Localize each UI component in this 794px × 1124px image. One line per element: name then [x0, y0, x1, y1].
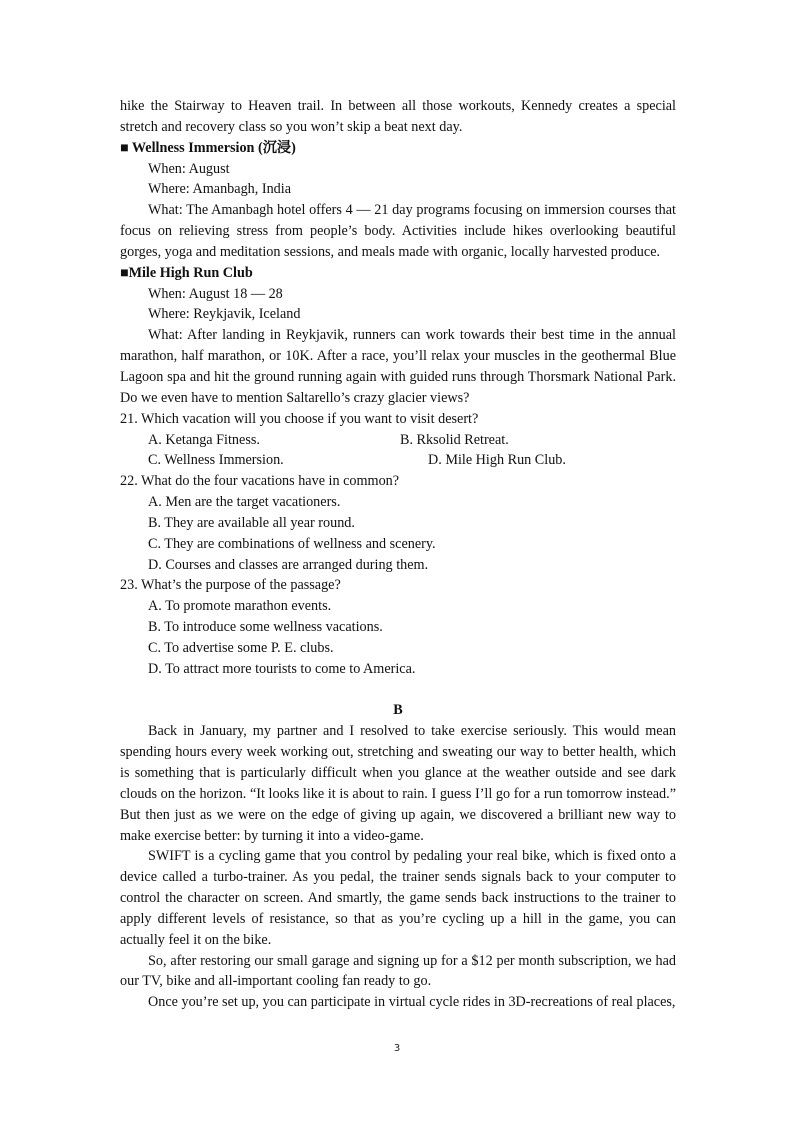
question-21-options-row-2 — [120, 450, 676, 471]
option-d: D. Mile High Run Club. — [428, 452, 566, 469]
passage-b-paragraph: Once you’re set up, you can participate in virtual cycle rides in 3D-recreations of real places, — [148, 994, 676, 1011]
question-21-options-row-1 — [120, 430, 676, 451]
option-a: A. Ketanga Fitness. — [148, 431, 260, 448]
option-b: B. Rksolid Retreat. — [400, 431, 509, 448]
section-where: Where: Amanbagh, India — [148, 181, 292, 198]
section-heading-wellness-immersion — [120, 138, 676, 159]
square-bullet-icon: ■ — [120, 264, 129, 281]
option-c: C. To advertise some P. E. clubs. — [148, 639, 334, 656]
passage-b-heading: B — [393, 702, 403, 719]
section-title: Mile High Run Club — [128, 264, 253, 281]
option-a: A. Men are the target vacationers. — [148, 494, 341, 511]
question-23-stem: 23. What’s the purpose of the passage? — [120, 577, 341, 594]
passage-b-paragraph: So, after restoring our small garage and signing up for a $12 per month subscription, we had our TV, bike and all-important cooling fan ready to go. — [120, 952, 676, 990]
question-21-stem: 21. Which vacation will you choose if you want to visit desert? — [120, 410, 479, 427]
exam-page — [120, 96, 676, 1013]
section-title: Wellness Immersion (沉浸) — [131, 139, 296, 156]
option-b: B. To introduce some wellness vacations. — [148, 619, 383, 636]
option-a: A. To promote marathon events. — [148, 598, 332, 615]
section-what: What: The Amanbagh hotel offers 4 — 21 day programs focusing on immersion courses that focus on relieving stress from people’s body. Activities include hikes overlooking beautiful gorges, yoga and meditation sessions, and meals made with organic, locally harvested produce. — [120, 202, 676, 260]
section-when: When: August — [148, 160, 230, 177]
square-bullet-icon: ■ — [120, 139, 132, 156]
section-what: What: After landing in Reykjavik, runners can work towards their best time in the annual marathon, half marathon, or 10K. After a race, you’ll relax your muscles in the geothermal Blue Lagoon spa and hit the ground running again with guided runs through Thorsmark National Park. Do we even have to mention Saltarello’s crazy glacier views? — [120, 327, 676, 406]
section-when: When: August 18 — 28 — [148, 285, 283, 302]
option-d: D. To attract more tourists to come to America. — [148, 660, 416, 677]
section-where: Where: Reykjavik, Iceland — [148, 306, 301, 323]
section-heading-mile-high-run-club — [120, 263, 676, 284]
option-d: D. Courses and classes are arranged during them. — [148, 556, 429, 573]
page-number: 3 — [393, 1043, 401, 1054]
passage-b-paragraph: Back in January, my partner and I resolved to take exercise seriously. This would mean spending hours every week working out, stretching and sweating our way to better health, which is something that is particularly difficult when you glance at the weather outside and see dark clouds on the horizon. “It looks like it is about to rain. I guess I’ll go for a run tomorrow instead.” But then just as we were on the edge of giving up again, we discovered a brilliant new way to make exercise better: by turning it into a video-game. — [120, 723, 676, 844]
intro-continued-paragraph: hike the Stairway to Heaven trail. In between all those workouts, Kennedy creates a special stretch and recovery class so you won’t skip a beat next day. — [120, 98, 676, 135]
question-22-stem: 22. What do the four vacations have in common? — [120, 473, 400, 490]
spacer — [120, 680, 676, 701]
passage-b-paragraph: SWIFT is a cycling game that you control by pedaling your real bike, which is fixed onto a device called a turbo-trainer. As you pedal, the trainer sends signals back to your computer to control the character on screen. And smartly, the game sends back instructions to the trainer to apply different levels of resistance, so that as you’re cycling up a hill in the game, you can actually feel it on the bike. — [120, 848, 676, 948]
option-b: B. They are available all year round. — [148, 514, 355, 531]
option-c: C. They are combinations of wellness and scenery. — [148, 535, 436, 552]
option-c: C. Wellness Immersion. — [148, 452, 284, 469]
